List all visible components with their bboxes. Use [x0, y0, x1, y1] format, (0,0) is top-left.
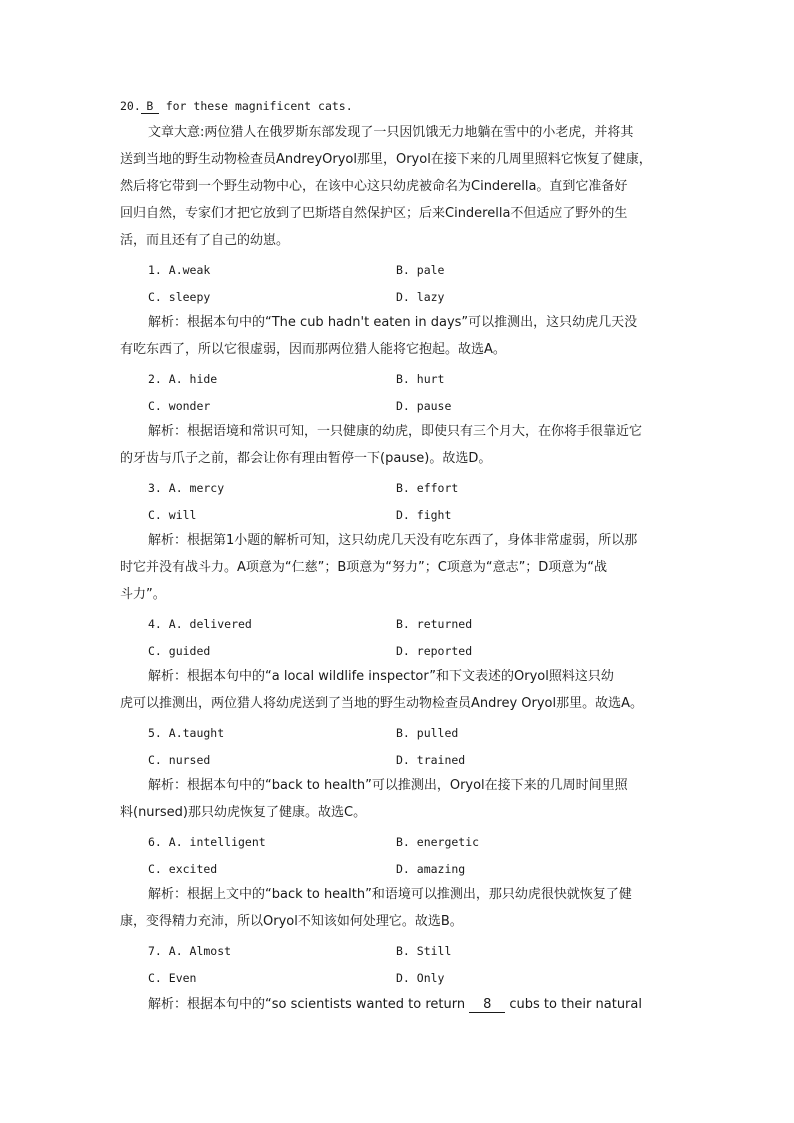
q1-option-b: B. pale [396, 263, 445, 277]
q3-analysis-2: 时它并没有战斗力。A项意为“仁慈”；B项意为“努力”；C项意为“意志”；D项意为“战 [120, 560, 608, 575]
q6-analysis-2: 康，变得精力充沛，所以Oryol不知该如何处理它。故选B。 [120, 914, 463, 929]
q5-option-b: B. pulled [396, 726, 459, 740]
q4-analysis-2: 虎可以推测出，两位猎人将幼虎送到了当地的野生动物检查员Andrey Oryol那里。故选A。 [120, 696, 643, 711]
answer-line-20 [120, 97, 680, 115]
answer-blank: B [141, 99, 159, 114]
question-number: 20. [120, 99, 141, 113]
q7-option-d: D. Only [396, 971, 445, 985]
q1-analysis-1: 解析：根据本句中的“The cub hadn't eaten in days”可以推测出，这只幼虎几天没 [148, 315, 638, 330]
q6-option-d: D. amazing [396, 862, 466, 876]
q5-analysis-2: 料(nursed)那只幼虎恢复了健康。故选C。 [120, 805, 367, 820]
q5-option-a: 5. A.taught [148, 726, 225, 740]
q5-option-d: D. trained [396, 753, 466, 767]
q7-analysis-1: 解析：根据本句中的“so scientists wanted to return 8 cubs to their natural [148, 997, 642, 1012]
q7-option-b: B. Still [396, 944, 452, 958]
q2-option-a: 2. A. hide [148, 372, 218, 386]
q6-analysis-1: 解析：根据上文中的“back to health”和语境可以推测出，那只幼虎很快就恢复了健 [148, 887, 632, 902]
q3-option-c: C. will [148, 508, 197, 522]
q7-option-a: 7. A. Almost [148, 944, 232, 958]
summary-line-1: 文章大意:两位猎人在俄罗斯东部发现了一只因饥饿无力地躺在雪中的小老虎，并将其 [148, 125, 634, 140]
q2-analysis-2: 的牙齿与爪子之前，都会让你有理由暂停一下(pause)。故选D。 [120, 451, 492, 466]
q1-option-a: 1. A.weak [148, 263, 211, 277]
q3-option-a: 3. A. mercy [148, 481, 225, 495]
q4-option-c: C. guided [148, 644, 211, 658]
summary-line-3: 然后将它带到一个野生动物中心，在该中心这只幼虎被命名为Cinderella。直到它准备好 [120, 179, 628, 194]
q2-option-b: B. hurt [396, 372, 445, 386]
q6-option-a: 6. A. intelligent [148, 835, 266, 849]
q3-option-b: B. effort [396, 481, 459, 495]
q3-analysis-1: 解析：根据第1小题的解析可知，这只幼虎几天没有吃东西了，身体非常虚弱，所以那 [148, 533, 638, 548]
q4-option-d: D. reported [396, 644, 473, 658]
q2-option-d: D. pause [396, 399, 452, 413]
q4-option-b: B. returned [396, 617, 473, 631]
q7-option-c: C. Even [148, 971, 197, 985]
summary-label: 文章大意: [148, 125, 205, 140]
answer-line-text: for these magnificent cats. [158, 99, 353, 113]
q1-option-c: C. sleepy [148, 290, 211, 304]
summary-line-2: 送到当地的野生动物检查员AndreyOryol那里，Oryol在接下来的几周里照料它恢复了健康， [120, 152, 652, 167]
q2-analysis-1: 解析：根据语境和常识可知，一只健康的幼虎，即使只有三个月大，在你将手很靠近它 [148, 424, 643, 439]
blank-8: 8 [469, 998, 505, 1013]
q4-analysis-1: 解析：根据本句中的“a local wildlife inspector”和下文表述的Oryol照料这只幼 [148, 669, 614, 684]
q1-option-d: D. lazy [396, 290, 445, 304]
q3-analysis-3: 斗力”。 [120, 587, 166, 602]
q2-option-c: C. wonder [148, 399, 211, 413]
summary-line-4: 回归自然，专家们才把它放到了巴斯塔自然保护区；后来Cinderella不但适应了野外的生 [120, 206, 628, 221]
summary-line-5: 活，而且还有了自己的幼崽。 [120, 233, 290, 248]
q1-analysis-2: 有吃东西了，所以它很虚弱，因而那两位猎人能将它抱起。故选A。 [120, 342, 506, 357]
q6-option-b: B. energetic [396, 835, 480, 849]
q5-analysis-1: 解析：根据本句中的“back to health”可以推测出，Oryol在接下来的几周时间里照 [148, 778, 628, 793]
q3-option-d: D. fight [396, 508, 452, 522]
q4-option-a: 4. A. delivered [148, 617, 252, 631]
q6-option-c: C. excited [148, 862, 218, 876]
q5-option-c: C. nursed [148, 753, 211, 767]
